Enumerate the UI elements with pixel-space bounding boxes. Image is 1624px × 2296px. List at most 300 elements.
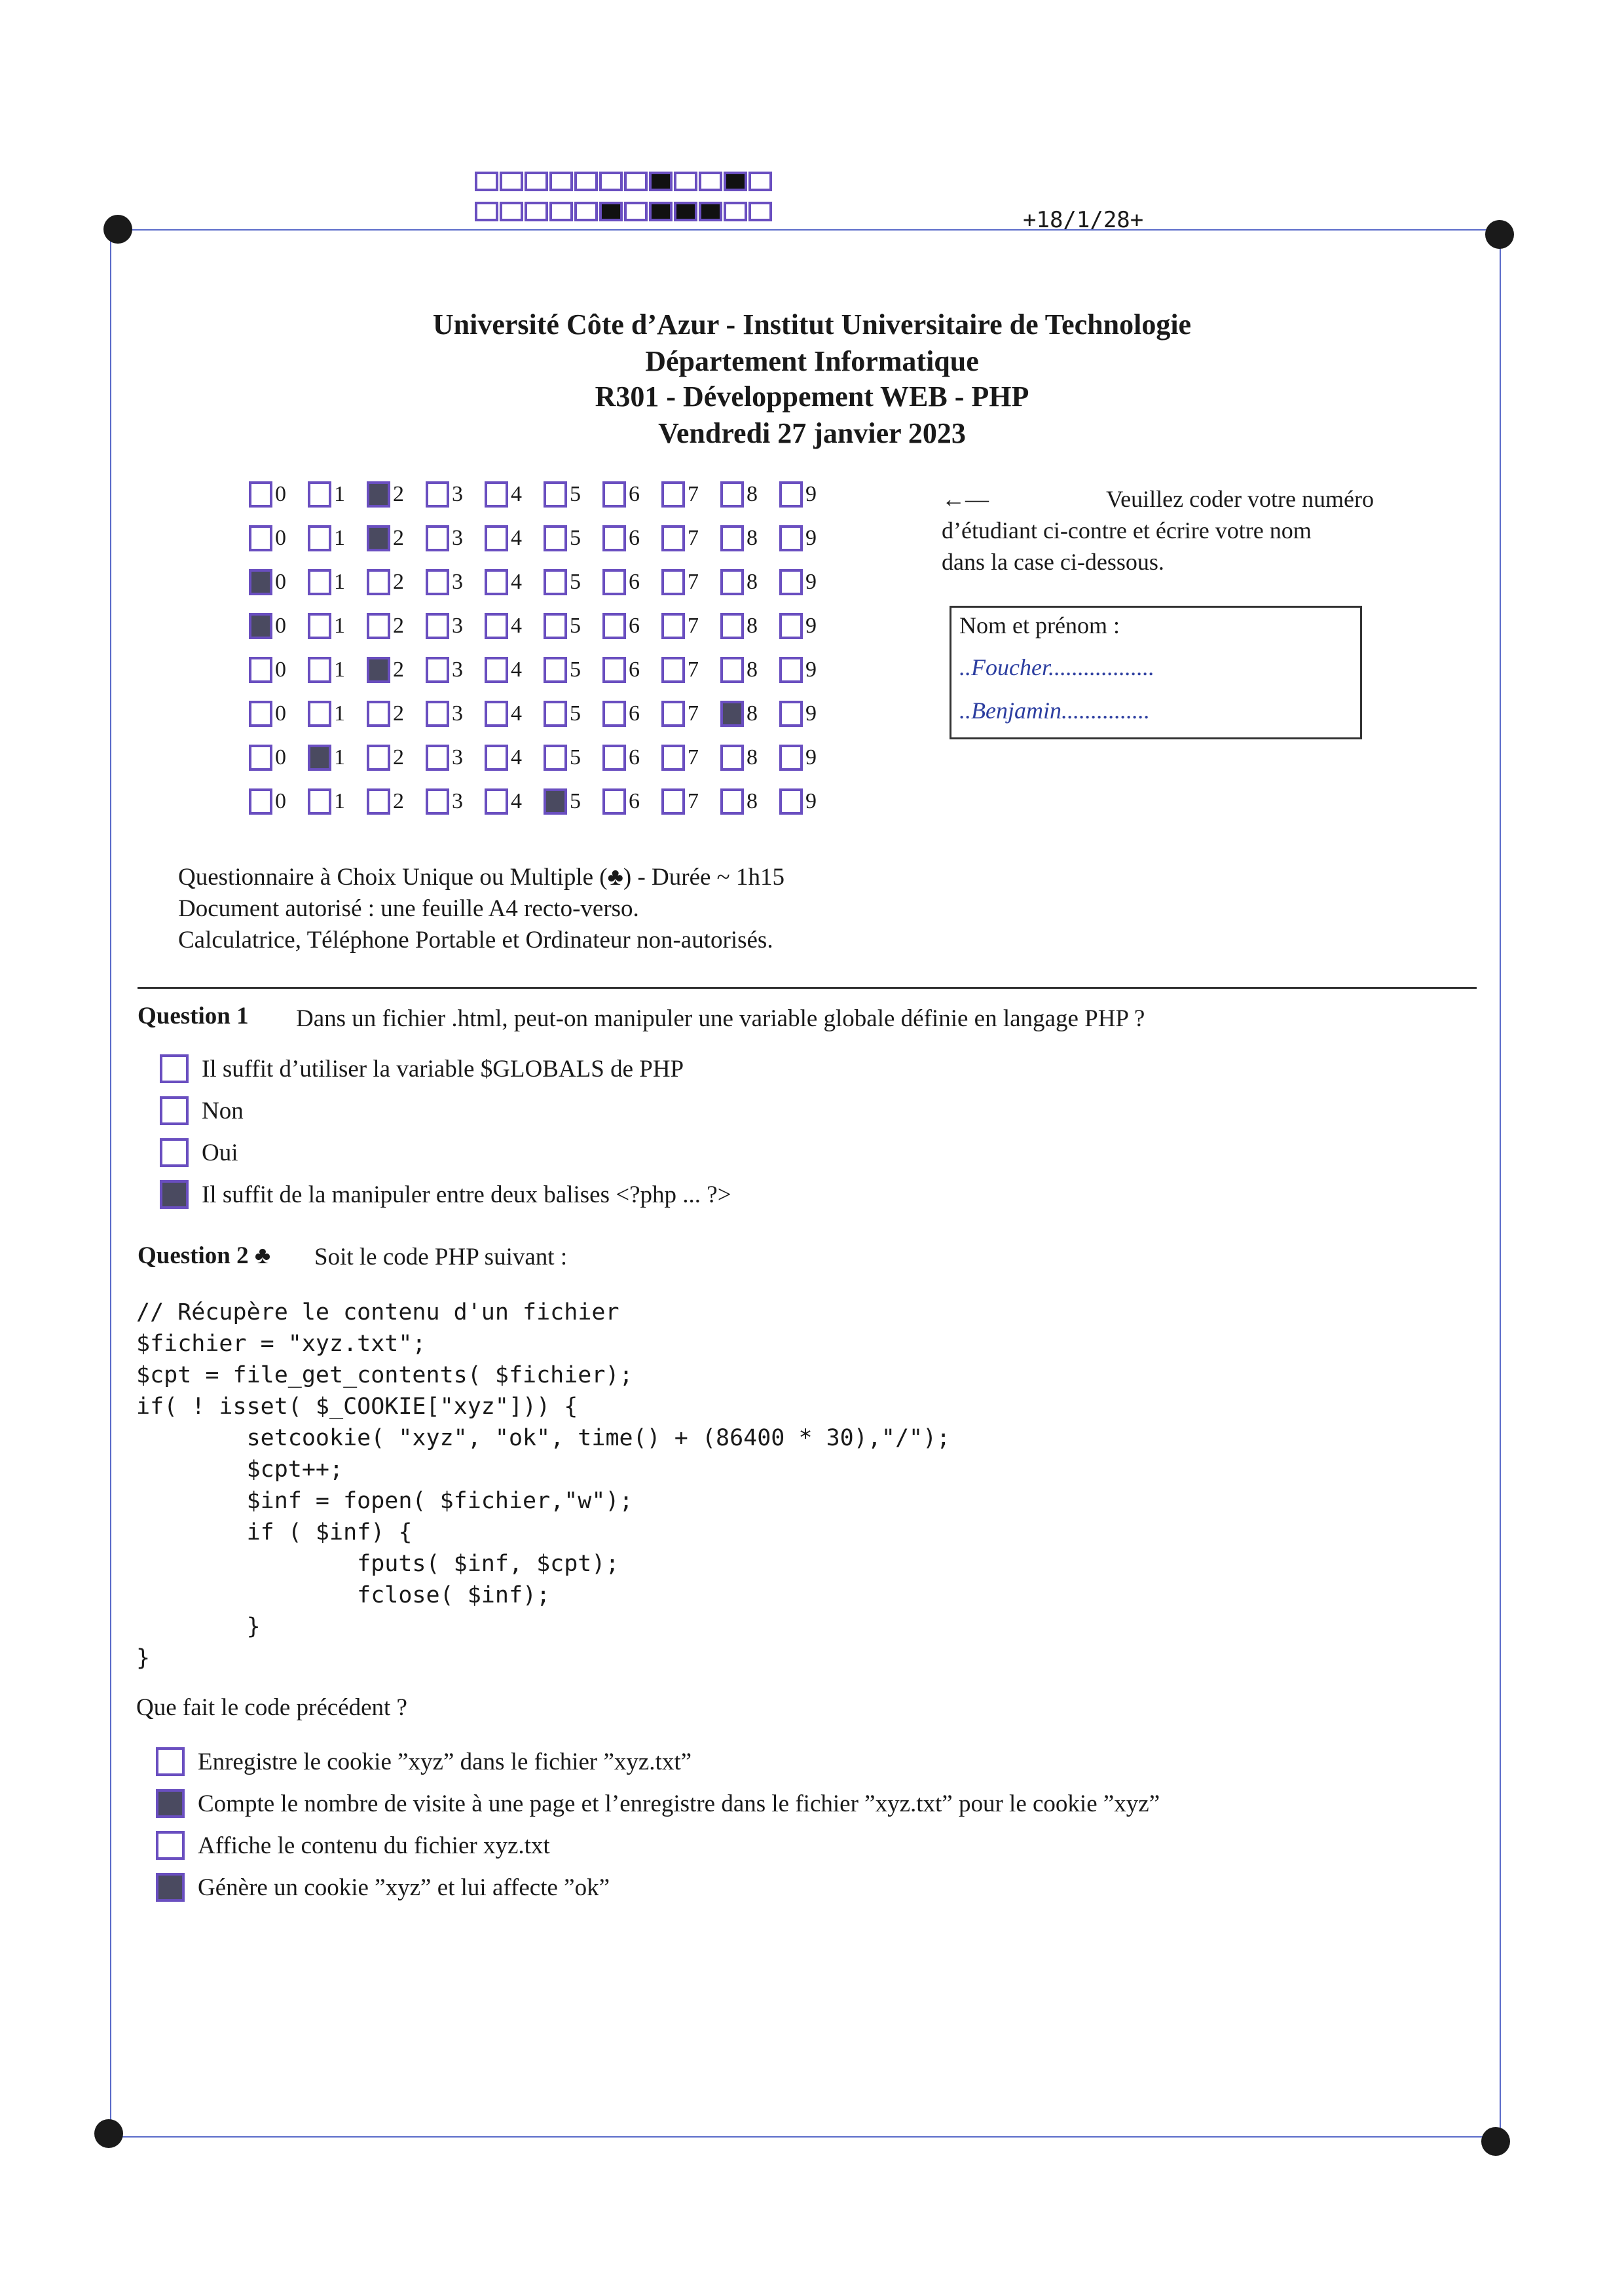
digit-label: 6 xyxy=(629,701,640,726)
digit-label: 7 xyxy=(688,526,699,550)
digit-checkbox[interactable] xyxy=(544,745,567,771)
digit-checkbox[interactable] xyxy=(720,613,744,639)
code-cell xyxy=(724,172,747,191)
digit-checkbox[interactable] xyxy=(485,525,508,551)
digit-checkbox[interactable] xyxy=(544,701,567,727)
digit-label: 3 xyxy=(452,526,463,550)
digit-checkbox[interactable] xyxy=(308,701,331,727)
answer-text: Oui xyxy=(202,1139,238,1166)
digit-checkbox[interactable] xyxy=(426,525,449,551)
digit-checkbox[interactable] xyxy=(367,701,390,727)
digit-option xyxy=(367,701,426,727)
digit-checkbox[interactable] xyxy=(661,613,685,639)
question-1-text: Dans un fichier .html, peut-on manipuler une variable globale définie en langage PHP ? xyxy=(296,1005,1145,1032)
digit-option xyxy=(602,569,661,595)
answer-option xyxy=(160,1054,684,1083)
digit-label: 5 xyxy=(570,526,581,550)
code-cell xyxy=(649,172,673,191)
code-cell xyxy=(500,202,523,221)
code-cell xyxy=(475,202,498,221)
digit-label: 5 xyxy=(570,570,581,594)
digit-checkbox[interactable] xyxy=(602,613,626,639)
name-box[interactable] xyxy=(950,606,1362,739)
digit-label: 4 xyxy=(511,526,522,550)
digit-checkbox[interactable] xyxy=(602,788,626,815)
digit-option xyxy=(544,613,602,639)
digit-checkbox[interactable] xyxy=(720,788,744,815)
digit-checkbox[interactable] xyxy=(426,613,449,639)
digit-label: 2 xyxy=(393,657,404,682)
department-title: Département Informatique xyxy=(645,345,979,377)
digit-option xyxy=(720,613,779,639)
digit-label: 2 xyxy=(393,701,404,726)
digit-checkbox[interactable] xyxy=(485,788,508,815)
digit-label: 7 xyxy=(688,745,699,769)
digit-option xyxy=(661,613,720,639)
digit-option xyxy=(426,745,485,771)
course-title: R301 - Développement WEB - PHP xyxy=(595,380,1029,413)
digit-option xyxy=(602,701,661,727)
digit-checkbox[interactable] xyxy=(544,657,567,683)
digit-option xyxy=(544,481,602,508)
digit-option xyxy=(485,788,544,815)
digit-checkbox[interactable] xyxy=(308,613,331,639)
digit-label: 1 xyxy=(334,482,345,506)
code-cell xyxy=(724,202,747,221)
digit-label: 8 xyxy=(747,701,758,726)
digit-checkbox[interactable] xyxy=(485,613,508,639)
student-id-row xyxy=(249,613,838,639)
answer-checkbox[interactable] xyxy=(160,1054,189,1083)
arrow-left-icon: ←— xyxy=(942,486,989,512)
answer-checkbox[interactable] xyxy=(160,1138,189,1167)
digit-checkbox[interactable] xyxy=(308,569,331,595)
digit-checkbox[interactable] xyxy=(602,701,626,727)
answer-option xyxy=(156,1831,550,1860)
digit-checkbox[interactable] xyxy=(661,657,685,683)
name-line-2: ..Benjamin............... xyxy=(959,697,1150,724)
digit-option xyxy=(544,657,602,683)
digit-checkbox[interactable] xyxy=(426,788,449,815)
digit-label: 0 xyxy=(275,745,286,769)
code-cell xyxy=(500,172,523,191)
digit-checkbox[interactable] xyxy=(308,788,331,815)
code-cell xyxy=(674,172,697,191)
answer-checkbox[interactable] xyxy=(156,1789,185,1818)
digit-option xyxy=(249,657,308,683)
answer-option xyxy=(160,1180,731,1209)
student-id-row xyxy=(249,525,838,551)
digit-checkbox[interactable] xyxy=(720,701,744,727)
digit-checkbox[interactable] xyxy=(426,745,449,771)
digit-label: 2 xyxy=(393,482,404,506)
digit-checkbox[interactable] xyxy=(661,745,685,771)
digit-label: 3 xyxy=(452,701,463,726)
code-cell xyxy=(574,202,598,221)
digit-label: 3 xyxy=(452,570,463,594)
digit-label: 8 xyxy=(747,526,758,550)
digit-checkbox[interactable] xyxy=(308,481,331,508)
digit-option xyxy=(308,525,367,551)
digit-label: 6 xyxy=(629,614,640,638)
answer-checkbox[interactable] xyxy=(156,1831,185,1860)
digit-option xyxy=(720,657,779,683)
digit-option xyxy=(485,569,544,595)
digit-checkbox[interactable] xyxy=(249,788,272,815)
instruction-line-1: Veuillez coder votre numéro xyxy=(1106,486,1374,512)
digit-option xyxy=(308,745,367,771)
digit-checkbox[interactable] xyxy=(249,701,272,727)
digit-checkbox[interactable] xyxy=(367,569,390,595)
digit-option xyxy=(485,525,544,551)
frame-bottom-line xyxy=(111,2136,1493,2138)
code-cell xyxy=(549,172,573,191)
digit-option xyxy=(485,613,544,639)
question-2-label: Question 2 ♣ xyxy=(138,1242,271,1269)
student-id-row xyxy=(249,745,838,771)
digit-label: 1 xyxy=(334,570,345,594)
digit-option xyxy=(661,657,720,683)
digit-checkbox[interactable] xyxy=(720,481,744,508)
digit-checkbox[interactable] xyxy=(544,788,567,815)
digit-option xyxy=(249,481,308,508)
digit-option xyxy=(602,745,661,771)
digit-option xyxy=(544,701,602,727)
digit-option xyxy=(308,569,367,595)
digit-checkbox[interactable] xyxy=(544,481,567,508)
digit-label: 7 xyxy=(688,570,699,594)
digit-label: 5 xyxy=(570,789,581,813)
digit-label: 7 xyxy=(688,701,699,726)
digit-label: 3 xyxy=(452,745,463,769)
digit-checkbox[interactable] xyxy=(426,481,449,508)
digit-option xyxy=(367,657,426,683)
digit-option xyxy=(544,745,602,771)
digit-option xyxy=(779,745,838,771)
digit-checkbox[interactable] xyxy=(602,525,626,551)
student-id-row xyxy=(249,569,838,595)
digit-checkbox[interactable] xyxy=(544,569,567,595)
digit-checkbox[interactable] xyxy=(249,745,272,771)
digit-option xyxy=(426,525,485,551)
digit-checkbox[interactable] xyxy=(249,481,272,508)
digit-option xyxy=(544,569,602,595)
name-line-1: ..Foucher.................. xyxy=(959,654,1154,680)
digit-checkbox[interactable] xyxy=(426,701,449,727)
student-id-row xyxy=(249,701,838,727)
digit-label: 8 xyxy=(747,614,758,638)
binary-code-strip-top xyxy=(475,172,773,191)
digit-checkbox[interactable] xyxy=(485,481,508,508)
student-id-row xyxy=(249,481,838,508)
digit-label: 3 xyxy=(452,657,463,682)
exam-info-line-1: Questionnaire à Choix Unique ou Multiple (♣) - Durée ~ 1h15 xyxy=(178,864,784,891)
digit-label: 4 xyxy=(511,657,522,682)
digit-label: 9 xyxy=(805,789,817,813)
digit-checkbox[interactable] xyxy=(485,569,508,595)
frame-left-line xyxy=(110,229,111,2138)
digit-checkbox[interactable] xyxy=(720,525,744,551)
digit-option xyxy=(485,657,544,683)
digit-option xyxy=(249,745,308,771)
digit-checkbox[interactable] xyxy=(544,613,567,639)
corner-mark-top-right xyxy=(1485,220,1514,249)
digit-label: 2 xyxy=(393,526,404,550)
question-1-label: Question 1 xyxy=(138,1003,249,1029)
code-cell xyxy=(525,172,548,191)
digit-option xyxy=(720,481,779,508)
student-id-row xyxy=(249,788,838,815)
digit-label: 9 xyxy=(805,526,817,550)
digit-option xyxy=(661,701,720,727)
frame-top-line xyxy=(118,229,1500,231)
digit-label: 5 xyxy=(570,701,581,726)
digit-option xyxy=(661,788,720,815)
digit-label: 6 xyxy=(629,570,640,594)
digit-label: 2 xyxy=(393,614,404,638)
digit-option xyxy=(544,788,602,815)
code-cell xyxy=(748,202,772,221)
digit-label: 9 xyxy=(805,745,817,769)
digit-checkbox[interactable] xyxy=(308,745,331,771)
exam-date: Vendredi 27 janvier 2023 xyxy=(658,417,966,449)
digit-checkbox[interactable] xyxy=(720,569,744,595)
digit-checkbox[interactable] xyxy=(779,657,803,683)
digit-option xyxy=(779,657,838,683)
digit-label: 9 xyxy=(805,482,817,506)
digit-checkbox[interactable] xyxy=(426,657,449,683)
digit-checkbox[interactable] xyxy=(308,657,331,683)
digit-option xyxy=(661,525,720,551)
digit-checkbox[interactable] xyxy=(367,613,390,639)
digit-checkbox[interactable] xyxy=(779,525,803,551)
digit-option xyxy=(426,613,485,639)
exam-info-line-2: Document autorisé : une feuille A4 recto-verso. xyxy=(178,895,639,922)
answer-option xyxy=(160,1096,244,1125)
answer-checkbox[interactable] xyxy=(156,1747,185,1776)
digit-label: 0 xyxy=(275,657,286,682)
digit-option xyxy=(308,701,367,727)
student-id-instruction xyxy=(942,483,1374,578)
digit-checkbox[interactable] xyxy=(661,569,685,595)
digit-checkbox[interactable] xyxy=(249,569,272,595)
digit-checkbox[interactable] xyxy=(779,745,803,771)
digit-option xyxy=(485,701,544,727)
digit-option xyxy=(720,701,779,727)
digit-option xyxy=(426,481,485,508)
digit-option xyxy=(308,613,367,639)
code-cell xyxy=(574,172,598,191)
digit-label: 9 xyxy=(805,614,817,638)
digit-label: 1 xyxy=(334,789,345,813)
digit-option xyxy=(779,788,838,815)
digit-checkbox[interactable] xyxy=(661,481,685,508)
digit-option xyxy=(308,788,367,815)
name-box-label: Nom et prénom : xyxy=(959,612,1120,639)
digit-option xyxy=(602,613,661,639)
digit-label: 4 xyxy=(511,614,522,638)
digit-label: 1 xyxy=(334,526,345,550)
digit-checkbox[interactable] xyxy=(485,657,508,683)
code-cell xyxy=(649,202,673,221)
digit-option xyxy=(249,613,308,639)
digit-label: 4 xyxy=(511,482,522,506)
php-code-block: // Récupère le contenu d'un fichier $fichier = "xyz.txt"; $cpt = file_get_contents( $fichier); if( ! isset( $_COOKIE["xyz"])) { setcookie( "xyz", "ok", time() + (86400 * 30),"/"); $cpt++; $inf = fopen( $fichier,"w"); if ( $inf) { fputs( $inf, $cpt); fclose( $inf); } } xyxy=(136,1299,951,1671)
digit-label: 5 xyxy=(570,614,581,638)
code-cell xyxy=(699,172,722,191)
frame-right-line xyxy=(1500,232,1501,2141)
digit-checkbox[interactable] xyxy=(779,613,803,639)
digit-label: 1 xyxy=(334,745,345,769)
digit-label: 4 xyxy=(511,789,522,813)
digit-label: 1 xyxy=(334,614,345,638)
digit-label: 2 xyxy=(393,570,404,594)
digit-label: 3 xyxy=(452,482,463,506)
digit-option xyxy=(720,525,779,551)
digit-label: 3 xyxy=(452,614,463,638)
digit-label: 8 xyxy=(747,482,758,506)
code-cell xyxy=(624,202,648,221)
question-2-prompt: Que fait le code précédent ? xyxy=(136,1694,407,1721)
digit-option xyxy=(249,525,308,551)
digit-option xyxy=(779,481,838,508)
exam-info-line-3: Calculatrice, Téléphone Portable et Ordinateur non-autorisés. xyxy=(178,927,773,954)
digit-option xyxy=(602,525,661,551)
digit-option xyxy=(249,701,308,727)
digit-option xyxy=(602,788,661,815)
student-id-row xyxy=(249,657,838,683)
digit-checkbox[interactable] xyxy=(367,525,390,551)
instruction-line-2: d’étudiant ci-contre et écrire votre nom xyxy=(942,517,1312,544)
digit-checkbox[interactable] xyxy=(485,701,508,727)
digit-label: 9 xyxy=(805,570,817,594)
digit-option xyxy=(426,569,485,595)
answer-checkbox[interactable] xyxy=(156,1873,185,1902)
digit-checkbox[interactable] xyxy=(426,569,449,595)
digit-checkbox[interactable] xyxy=(779,569,803,595)
answer-text: Affiche le contenu du fichier xyz.txt xyxy=(198,1832,550,1859)
digit-checkbox[interactable] xyxy=(602,657,626,683)
digit-checkbox[interactable] xyxy=(249,657,272,683)
answer-text: Génère un cookie ”xyz” et lui affecte ”ok” xyxy=(198,1874,610,1901)
answer-text: Il suffit de la manipuler entre deux balises <?php ... ?> xyxy=(202,1181,731,1208)
digit-checkbox[interactable] xyxy=(544,525,567,551)
digit-label: 2 xyxy=(393,745,404,769)
digit-label: 5 xyxy=(570,745,581,769)
digit-label: 6 xyxy=(629,526,640,550)
digit-label: 5 xyxy=(570,482,581,506)
digit-option xyxy=(426,701,485,727)
digit-checkbox[interactable] xyxy=(779,701,803,727)
digit-label: 7 xyxy=(688,657,699,682)
digit-checkbox[interactable] xyxy=(249,613,272,639)
corner-mark-bottom-right xyxy=(1481,2127,1510,2156)
digit-checkbox[interactable] xyxy=(779,788,803,815)
digit-checkbox[interactable] xyxy=(661,701,685,727)
digit-label: 4 xyxy=(511,745,522,769)
digit-label: 2 xyxy=(393,789,404,813)
digit-checkbox[interactable] xyxy=(720,745,744,771)
digit-option xyxy=(720,745,779,771)
digit-option xyxy=(426,657,485,683)
digit-option xyxy=(485,745,544,771)
digit-checkbox[interactable] xyxy=(367,657,390,683)
digit-option xyxy=(602,657,661,683)
digit-label: 8 xyxy=(747,745,758,769)
digit-checkbox[interactable] xyxy=(602,745,626,771)
digit-label: 6 xyxy=(629,745,640,769)
digit-checkbox[interactable] xyxy=(779,481,803,508)
digit-label: 5 xyxy=(570,657,581,682)
digit-option xyxy=(367,613,426,639)
answer-option xyxy=(156,1789,1160,1818)
digit-option xyxy=(485,481,544,508)
digit-option xyxy=(367,745,426,771)
digit-checkbox[interactable] xyxy=(367,788,390,815)
digit-checkbox[interactable] xyxy=(661,525,685,551)
digit-option xyxy=(779,525,838,551)
answer-option xyxy=(156,1747,692,1776)
digit-checkbox[interactable] xyxy=(602,569,626,595)
digit-option xyxy=(779,613,838,639)
answer-text: Compte le nombre de visite à une page et l’enregistre dans le fichier ”xyz.txt” pour le cookie ”xyz” xyxy=(198,1790,1160,1817)
digit-label: 8 xyxy=(747,789,758,813)
answer-option xyxy=(156,1873,610,1902)
code-cell xyxy=(599,172,623,191)
digit-label: 0 xyxy=(275,789,286,813)
code-cell xyxy=(475,172,498,191)
digit-label: 9 xyxy=(805,701,817,726)
digit-label: 4 xyxy=(511,701,522,726)
digit-label: 7 xyxy=(688,789,699,813)
digit-label: 0 xyxy=(275,482,286,506)
digit-option xyxy=(367,481,426,508)
answer-checkbox[interactable] xyxy=(160,1180,189,1209)
digit-option xyxy=(661,481,720,508)
digit-checkbox[interactable] xyxy=(308,525,331,551)
digit-option xyxy=(367,525,426,551)
digit-checkbox[interactable] xyxy=(720,657,744,683)
digit-option xyxy=(661,745,720,771)
section-divider xyxy=(138,987,1477,989)
digit-option xyxy=(779,569,838,595)
answer-checkbox[interactable] xyxy=(160,1096,189,1125)
digit-option xyxy=(249,569,308,595)
digit-checkbox[interactable] xyxy=(367,745,390,771)
digit-option xyxy=(602,481,661,508)
digit-option xyxy=(426,788,485,815)
binary-code-strip-bottom xyxy=(475,202,773,221)
digit-checkbox[interactable] xyxy=(249,525,272,551)
digit-label: 3 xyxy=(452,789,463,813)
digit-checkbox[interactable] xyxy=(661,788,685,815)
digit-label: 0 xyxy=(275,701,286,726)
code-cell xyxy=(599,202,623,221)
code-cell xyxy=(549,202,573,221)
code-cell xyxy=(624,172,648,191)
digit-label: 1 xyxy=(334,657,345,682)
digit-option xyxy=(367,569,426,595)
digit-label: 4 xyxy=(511,570,522,594)
digit-checkbox[interactable] xyxy=(367,481,390,508)
digit-label: 0 xyxy=(275,526,286,550)
digit-label: 1 xyxy=(334,701,345,726)
digit-checkbox[interactable] xyxy=(485,745,508,771)
digit-option xyxy=(544,525,602,551)
digit-label: 8 xyxy=(747,570,758,594)
digit-checkbox[interactable] xyxy=(602,481,626,508)
question-2-text: Soit le code PHP suivant : xyxy=(314,1244,568,1270)
